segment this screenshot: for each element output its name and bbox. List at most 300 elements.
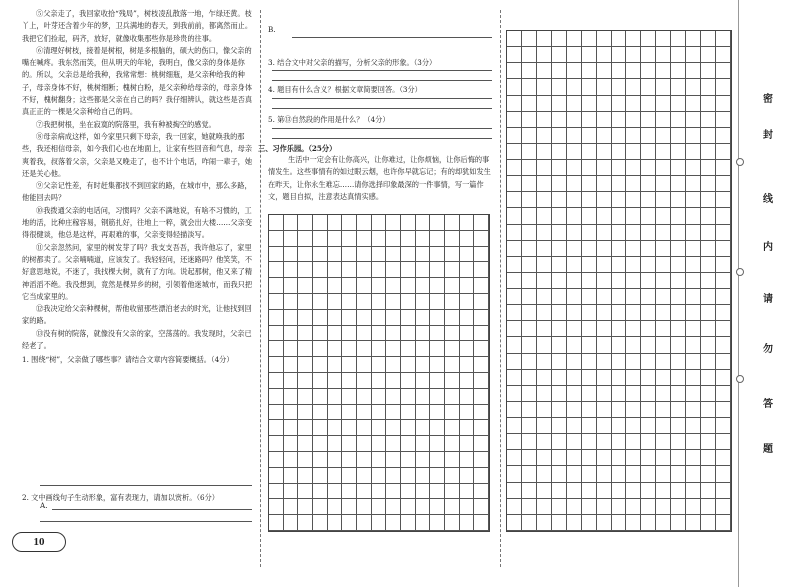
- grid-cell[interactable]: [269, 484, 284, 500]
- grid-cell[interactable]: [641, 305, 656, 321]
- grid-cell[interactable]: [313, 420, 328, 436]
- grid-cell[interactable]: [612, 289, 627, 305]
- grid-cell[interactable]: [686, 289, 701, 305]
- grid-cell[interactable]: [537, 144, 552, 160]
- grid-cell[interactable]: [416, 310, 431, 326]
- grid-cell[interactable]: [386, 310, 401, 326]
- grid-cell[interactable]: [701, 192, 716, 208]
- grid-cell[interactable]: [460, 436, 475, 452]
- grid-cell[interactable]: [597, 305, 612, 321]
- grid-cell[interactable]: [626, 208, 641, 224]
- grid-cell[interactable]: [597, 79, 612, 95]
- grid-cell[interactable]: [612, 483, 627, 499]
- grid-cell[interactable]: [342, 262, 357, 278]
- grid-cell[interactable]: [507, 79, 522, 95]
- grid-cell[interactable]: [460, 405, 475, 421]
- grid-cell[interactable]: [357, 499, 372, 515]
- grid-cell[interactable]: [460, 389, 475, 405]
- grid-cell[interactable]: [612, 515, 627, 531]
- grid-cell[interactable]: [701, 160, 716, 176]
- grid-cell[interactable]: [401, 405, 416, 421]
- grid-cell[interactable]: [474, 468, 489, 484]
- grid-cell[interactable]: [567, 273, 582, 289]
- grid-cell[interactable]: [626, 79, 641, 95]
- grid-cell[interactable]: [445, 452, 460, 468]
- grid-cell[interactable]: [597, 466, 612, 482]
- grid-cell[interactable]: [716, 208, 731, 224]
- grid-cell[interactable]: [445, 357, 460, 373]
- grid-cell[interactable]: [701, 47, 716, 63]
- grid-cell[interactable]: [626, 321, 641, 337]
- grid-cell[interactable]: [567, 192, 582, 208]
- grid-cell[interactable]: [522, 515, 537, 531]
- grid-cell[interactable]: [686, 273, 701, 289]
- grid-cell[interactable]: [656, 450, 671, 466]
- grid-cell[interactable]: [567, 112, 582, 128]
- grid-cell[interactable]: [372, 499, 387, 515]
- grid-cell[interactable]: [567, 466, 582, 482]
- grid-cell[interactable]: [686, 257, 701, 273]
- grid-cell[interactable]: [701, 321, 716, 337]
- grid-cell[interactable]: [372, 420, 387, 436]
- grid-cell[interactable]: [626, 370, 641, 386]
- grid-cell[interactable]: [612, 434, 627, 450]
- grid-cell[interactable]: [357, 278, 372, 294]
- grid-cell[interactable]: [686, 386, 701, 402]
- grid-cell[interactable]: [597, 418, 612, 434]
- grid-cell[interactable]: [522, 257, 537, 273]
- grid-cell[interactable]: [386, 247, 401, 263]
- grid-cell[interactable]: [372, 436, 387, 452]
- grid-cell[interactable]: [430, 373, 445, 389]
- grid-cell[interactable]: [701, 483, 716, 499]
- grid-cell[interactable]: [567, 483, 582, 499]
- grid-cell[interactable]: [298, 231, 313, 247]
- grid-cell[interactable]: [537, 176, 552, 192]
- grid-cell[interactable]: [386, 262, 401, 278]
- grid-cell[interactable]: [416, 215, 431, 231]
- grid-cell[interactable]: [671, 257, 686, 273]
- grid-cell[interactable]: [401, 452, 416, 468]
- grid-cell[interactable]: [701, 354, 716, 370]
- grid-cell[interactable]: [552, 241, 567, 257]
- grid-cell[interactable]: [626, 144, 641, 160]
- grid-cell[interactable]: [552, 515, 567, 531]
- grid-cell[interactable]: [537, 483, 552, 499]
- grid-cell[interactable]: [269, 341, 284, 357]
- grid-cell[interactable]: [522, 483, 537, 499]
- grid-cell[interactable]: [372, 389, 387, 405]
- grid-cell[interactable]: [716, 96, 731, 112]
- grid-cell[interactable]: [386, 326, 401, 342]
- grid-cell[interactable]: [445, 326, 460, 342]
- grid-cell[interactable]: [357, 310, 372, 326]
- grid-cell[interactable]: [372, 405, 387, 421]
- grid-cell[interactable]: [656, 370, 671, 386]
- grid-cell[interactable]: [328, 262, 343, 278]
- grid-cell[interactable]: [522, 192, 537, 208]
- grid-cell[interactable]: [537, 305, 552, 321]
- grid-cell[interactable]: [522, 273, 537, 289]
- grid-cell[interactable]: [401, 310, 416, 326]
- grid-cell[interactable]: [357, 294, 372, 310]
- grid-cell[interactable]: [686, 63, 701, 79]
- grid-cell[interactable]: [567, 79, 582, 95]
- grid-cell[interactable]: [342, 405, 357, 421]
- grid-cell[interactable]: [686, 208, 701, 224]
- grid-cell[interactable]: [686, 305, 701, 321]
- grid-cell[interactable]: [284, 326, 299, 342]
- grid-cell[interactable]: [269, 420, 284, 436]
- grid-cell[interactable]: [656, 160, 671, 176]
- grid-cell[interactable]: [626, 354, 641, 370]
- grid-cell[interactable]: [671, 466, 686, 482]
- grid-cell[interactable]: [686, 337, 701, 353]
- grid-cell[interactable]: [701, 176, 716, 192]
- grid-cell[interactable]: [507, 225, 522, 241]
- grid-cell[interactable]: [567, 31, 582, 47]
- writing-grid-left[interactable]: [268, 214, 490, 532]
- grid-cell[interactable]: [626, 257, 641, 273]
- grid-cell[interactable]: [430, 357, 445, 373]
- grid-cell[interactable]: [567, 160, 582, 176]
- grid-cell[interactable]: [401, 499, 416, 515]
- grid-cell[interactable]: [582, 321, 597, 337]
- grid-cell[interactable]: [357, 420, 372, 436]
- grid-cell[interactable]: [716, 402, 731, 418]
- grid-cell[interactable]: [612, 257, 627, 273]
- grid-cell[interactable]: [537, 257, 552, 273]
- grid-cell[interactable]: [522, 499, 537, 515]
- grid-cell[interactable]: [284, 310, 299, 326]
- grid-cell[interactable]: [430, 499, 445, 515]
- grid-cell[interactable]: [716, 176, 731, 192]
- grid-cell[interactable]: [582, 386, 597, 402]
- grid-cell[interactable]: [597, 47, 612, 63]
- grid-cell[interactable]: [445, 341, 460, 357]
- grid-cell[interactable]: [567, 354, 582, 370]
- grid-cell[interactable]: [507, 47, 522, 63]
- grid-cell[interactable]: [716, 450, 731, 466]
- grid-cell[interactable]: [567, 63, 582, 79]
- grid-cell[interactable]: [582, 241, 597, 257]
- grid-cell[interactable]: [474, 499, 489, 515]
- grid-cell[interactable]: [328, 326, 343, 342]
- grid-cell[interactable]: [460, 341, 475, 357]
- grid-cell[interactable]: [656, 386, 671, 402]
- grid-cell[interactable]: [671, 354, 686, 370]
- grid-cell[interactable]: [656, 483, 671, 499]
- grid-cell[interactable]: [641, 370, 656, 386]
- grid-cell[interactable]: [445, 262, 460, 278]
- grid-cell[interactable]: [401, 231, 416, 247]
- grid-cell[interactable]: [582, 337, 597, 353]
- grid-cell[interactable]: [641, 418, 656, 434]
- grid-cell[interactable]: [671, 144, 686, 160]
- grid-cell[interactable]: [357, 484, 372, 500]
- grid-cell[interactable]: [626, 273, 641, 289]
- grid-cell[interactable]: [626, 515, 641, 531]
- grid-cell[interactable]: [507, 402, 522, 418]
- grid-cell[interactable]: [537, 208, 552, 224]
- grid-cell[interactable]: [298, 278, 313, 294]
- grid-cell[interactable]: [641, 354, 656, 370]
- grid-cell[interactable]: [372, 515, 387, 531]
- grid-cell[interactable]: [342, 468, 357, 484]
- grid-cell[interactable]: [612, 450, 627, 466]
- grid-cell[interactable]: [445, 436, 460, 452]
- grid-cell[interactable]: [716, 273, 731, 289]
- grid-cell[interactable]: [552, 192, 567, 208]
- grid-cell[interactable]: [474, 405, 489, 421]
- grid-cell[interactable]: [612, 370, 627, 386]
- grid-cell[interactable]: [430, 326, 445, 342]
- grid-cell[interactable]: [416, 326, 431, 342]
- grid-cell[interactable]: [269, 231, 284, 247]
- grid-cell[interactable]: [474, 247, 489, 263]
- grid-cell[interactable]: [430, 215, 445, 231]
- grid-cell[interactable]: [430, 310, 445, 326]
- grid-cell[interactable]: [582, 128, 597, 144]
- grid-cell[interactable]: [582, 31, 597, 47]
- grid-cell[interactable]: [641, 499, 656, 515]
- grid-cell[interactable]: [641, 96, 656, 112]
- grid-cell[interactable]: [313, 373, 328, 389]
- grid-cell[interactable]: [342, 278, 357, 294]
- grid-cell[interactable]: [626, 176, 641, 192]
- grid-cell[interactable]: [641, 483, 656, 499]
- grid-cell[interactable]: [671, 499, 686, 515]
- grid-cell[interactable]: [416, 452, 431, 468]
- grid-cell[interactable]: [474, 310, 489, 326]
- grid-cell[interactable]: [701, 225, 716, 241]
- grid-cell[interactable]: [552, 466, 567, 482]
- grid-cell[interactable]: [507, 483, 522, 499]
- grid-cell[interactable]: [445, 373, 460, 389]
- grid-cell[interactable]: [284, 515, 299, 531]
- grid-cell[interactable]: [612, 354, 627, 370]
- grid-cell[interactable]: [582, 160, 597, 176]
- grid-cell[interactable]: [671, 434, 686, 450]
- grid-cell[interactable]: [460, 420, 475, 436]
- grid-cell[interactable]: [537, 63, 552, 79]
- grid-cell[interactable]: [313, 294, 328, 310]
- grid-cell[interactable]: [701, 499, 716, 515]
- grid-cell[interactable]: [641, 31, 656, 47]
- grid-cell[interactable]: [507, 192, 522, 208]
- grid-cell[interactable]: [328, 405, 343, 421]
- grid-cell[interactable]: [313, 326, 328, 342]
- grid-cell[interactable]: [671, 192, 686, 208]
- grid-cell[interactable]: [328, 373, 343, 389]
- grid-cell[interactable]: [357, 515, 372, 531]
- grid-cell[interactable]: [537, 386, 552, 402]
- grid-cell[interactable]: [474, 452, 489, 468]
- grid-cell[interactable]: [430, 341, 445, 357]
- grid-cell[interactable]: [567, 289, 582, 305]
- grid-cell[interactable]: [716, 386, 731, 402]
- grid-cell[interactable]: [372, 468, 387, 484]
- grid-cell[interactable]: [641, 63, 656, 79]
- grid-cell[interactable]: [686, 225, 701, 241]
- grid-cell[interactable]: [357, 247, 372, 263]
- grid-cell[interactable]: [430, 278, 445, 294]
- grid-cell[interactable]: [357, 357, 372, 373]
- grid-cell[interactable]: [328, 452, 343, 468]
- grid-cell[interactable]: [626, 31, 641, 47]
- grid-cell[interactable]: [641, 466, 656, 482]
- grid-cell[interactable]: [686, 112, 701, 128]
- grid-cell[interactable]: [641, 321, 656, 337]
- grid-cell[interactable]: [626, 450, 641, 466]
- grid-cell[interactable]: [552, 208, 567, 224]
- grid-cell[interactable]: [701, 305, 716, 321]
- grid-cell[interactable]: [641, 176, 656, 192]
- grid-cell[interactable]: [357, 373, 372, 389]
- grid-cell[interactable]: [612, 499, 627, 515]
- grid-cell[interactable]: [597, 370, 612, 386]
- grid-cell[interactable]: [671, 370, 686, 386]
- grid-cell[interactable]: [401, 357, 416, 373]
- grid-cell[interactable]: [701, 273, 716, 289]
- grid-cell[interactable]: [552, 47, 567, 63]
- grid-cell[interactable]: [716, 337, 731, 353]
- grid-cell[interactable]: [474, 484, 489, 500]
- grid-cell[interactable]: [507, 434, 522, 450]
- grid-cell[interactable]: [522, 79, 537, 95]
- grid-cell[interactable]: [474, 373, 489, 389]
- grid-cell[interactable]: [460, 357, 475, 373]
- grid-cell[interactable]: [656, 354, 671, 370]
- grid-cell[interactable]: [460, 231, 475, 247]
- grid-cell[interactable]: [328, 357, 343, 373]
- grid-cell[interactable]: [284, 484, 299, 500]
- grid-cell[interactable]: [656, 79, 671, 95]
- grid-cell[interactable]: [626, 160, 641, 176]
- grid-cell[interactable]: [597, 273, 612, 289]
- grid-cell[interactable]: [552, 483, 567, 499]
- grid-cell[interactable]: [313, 278, 328, 294]
- grid-cell[interactable]: [641, 402, 656, 418]
- grid-cell[interactable]: [284, 389, 299, 405]
- grid-cell[interactable]: [641, 208, 656, 224]
- grid-cell[interactable]: [357, 341, 372, 357]
- grid-cell[interactable]: [357, 452, 372, 468]
- grid-cell[interactable]: [716, 289, 731, 305]
- grid-cell[interactable]: [597, 31, 612, 47]
- grid-cell[interactable]: [612, 273, 627, 289]
- grid-cell[interactable]: [342, 389, 357, 405]
- grid-cell[interactable]: [342, 310, 357, 326]
- grid-cell[interactable]: [416, 499, 431, 515]
- grid-cell[interactable]: [716, 47, 731, 63]
- grid-cell[interactable]: [401, 484, 416, 500]
- grid-cell[interactable]: [507, 112, 522, 128]
- grid-cell[interactable]: [656, 144, 671, 160]
- grid-cell[interactable]: [582, 96, 597, 112]
- grid-cell[interactable]: [522, 305, 537, 321]
- grid-cell[interactable]: [474, 294, 489, 310]
- grid-cell[interactable]: [522, 112, 537, 128]
- grid-cell[interactable]: [716, 418, 731, 434]
- grid-cell[interactable]: [641, 434, 656, 450]
- grid-cell[interactable]: [284, 373, 299, 389]
- grid-cell[interactable]: [641, 257, 656, 273]
- grid-cell[interactable]: [522, 434, 537, 450]
- grid-cell[interactable]: [582, 144, 597, 160]
- grid-cell[interactable]: [686, 354, 701, 370]
- grid-cell[interactable]: [641, 79, 656, 95]
- grid-cell[interactable]: [401, 294, 416, 310]
- grid-cell[interactable]: [537, 96, 552, 112]
- grid-cell[interactable]: [430, 452, 445, 468]
- grid-cell[interactable]: [416, 262, 431, 278]
- grid-cell[interactable]: [671, 337, 686, 353]
- grid-cell[interactable]: [597, 144, 612, 160]
- grid-cell[interactable]: [626, 402, 641, 418]
- grid-cell[interactable]: [567, 241, 582, 257]
- grid-cell[interactable]: [671, 289, 686, 305]
- grid-cell[interactable]: [582, 225, 597, 241]
- grid-cell[interactable]: [552, 337, 567, 353]
- grid-cell[interactable]: [671, 225, 686, 241]
- grid-cell[interactable]: [582, 483, 597, 499]
- grid-cell[interactable]: [626, 386, 641, 402]
- grid-cell[interactable]: [401, 341, 416, 357]
- grid-cell[interactable]: [372, 326, 387, 342]
- grid-cell[interactable]: [460, 278, 475, 294]
- grid-cell[interactable]: [284, 468, 299, 484]
- grid-cell[interactable]: [656, 434, 671, 450]
- grid-cell[interactable]: [582, 208, 597, 224]
- grid-cell[interactable]: [430, 294, 445, 310]
- grid-cell[interactable]: [298, 389, 313, 405]
- grid-cell[interactable]: [537, 434, 552, 450]
- grid-cell[interactable]: [641, 515, 656, 531]
- grid-cell[interactable]: [507, 160, 522, 176]
- grid-cell[interactable]: [686, 128, 701, 144]
- grid-cell[interactable]: [582, 418, 597, 434]
- grid-cell[interactable]: [298, 262, 313, 278]
- grid-cell[interactable]: [401, 468, 416, 484]
- grid-cell[interactable]: [597, 450, 612, 466]
- grid-cell[interactable]: [552, 128, 567, 144]
- grid-cell[interactable]: [445, 389, 460, 405]
- grid-cell[interactable]: [474, 515, 489, 531]
- grid-cell[interactable]: [474, 436, 489, 452]
- grid-cell[interactable]: [474, 341, 489, 357]
- grid-cell[interactable]: [313, 499, 328, 515]
- grid-cell[interactable]: [716, 370, 731, 386]
- grid-cell[interactable]: [656, 176, 671, 192]
- grid-cell[interactable]: [342, 215, 357, 231]
- grid-cell[interactable]: [656, 466, 671, 482]
- grid-cell[interactable]: [430, 262, 445, 278]
- grid-cell[interactable]: [626, 434, 641, 450]
- grid-cell[interactable]: [582, 257, 597, 273]
- grid-cell[interactable]: [537, 402, 552, 418]
- grid-cell[interactable]: [612, 176, 627, 192]
- grid-cell[interactable]: [686, 515, 701, 531]
- grid-cell[interactable]: [342, 294, 357, 310]
- grid-cell[interactable]: [552, 176, 567, 192]
- grid-cell[interactable]: [522, 176, 537, 192]
- grid-cell[interactable]: [386, 215, 401, 231]
- grid-cell[interactable]: [686, 483, 701, 499]
- grid-cell[interactable]: [460, 310, 475, 326]
- grid-cell[interactable]: [612, 128, 627, 144]
- grid-cell[interactable]: [401, 278, 416, 294]
